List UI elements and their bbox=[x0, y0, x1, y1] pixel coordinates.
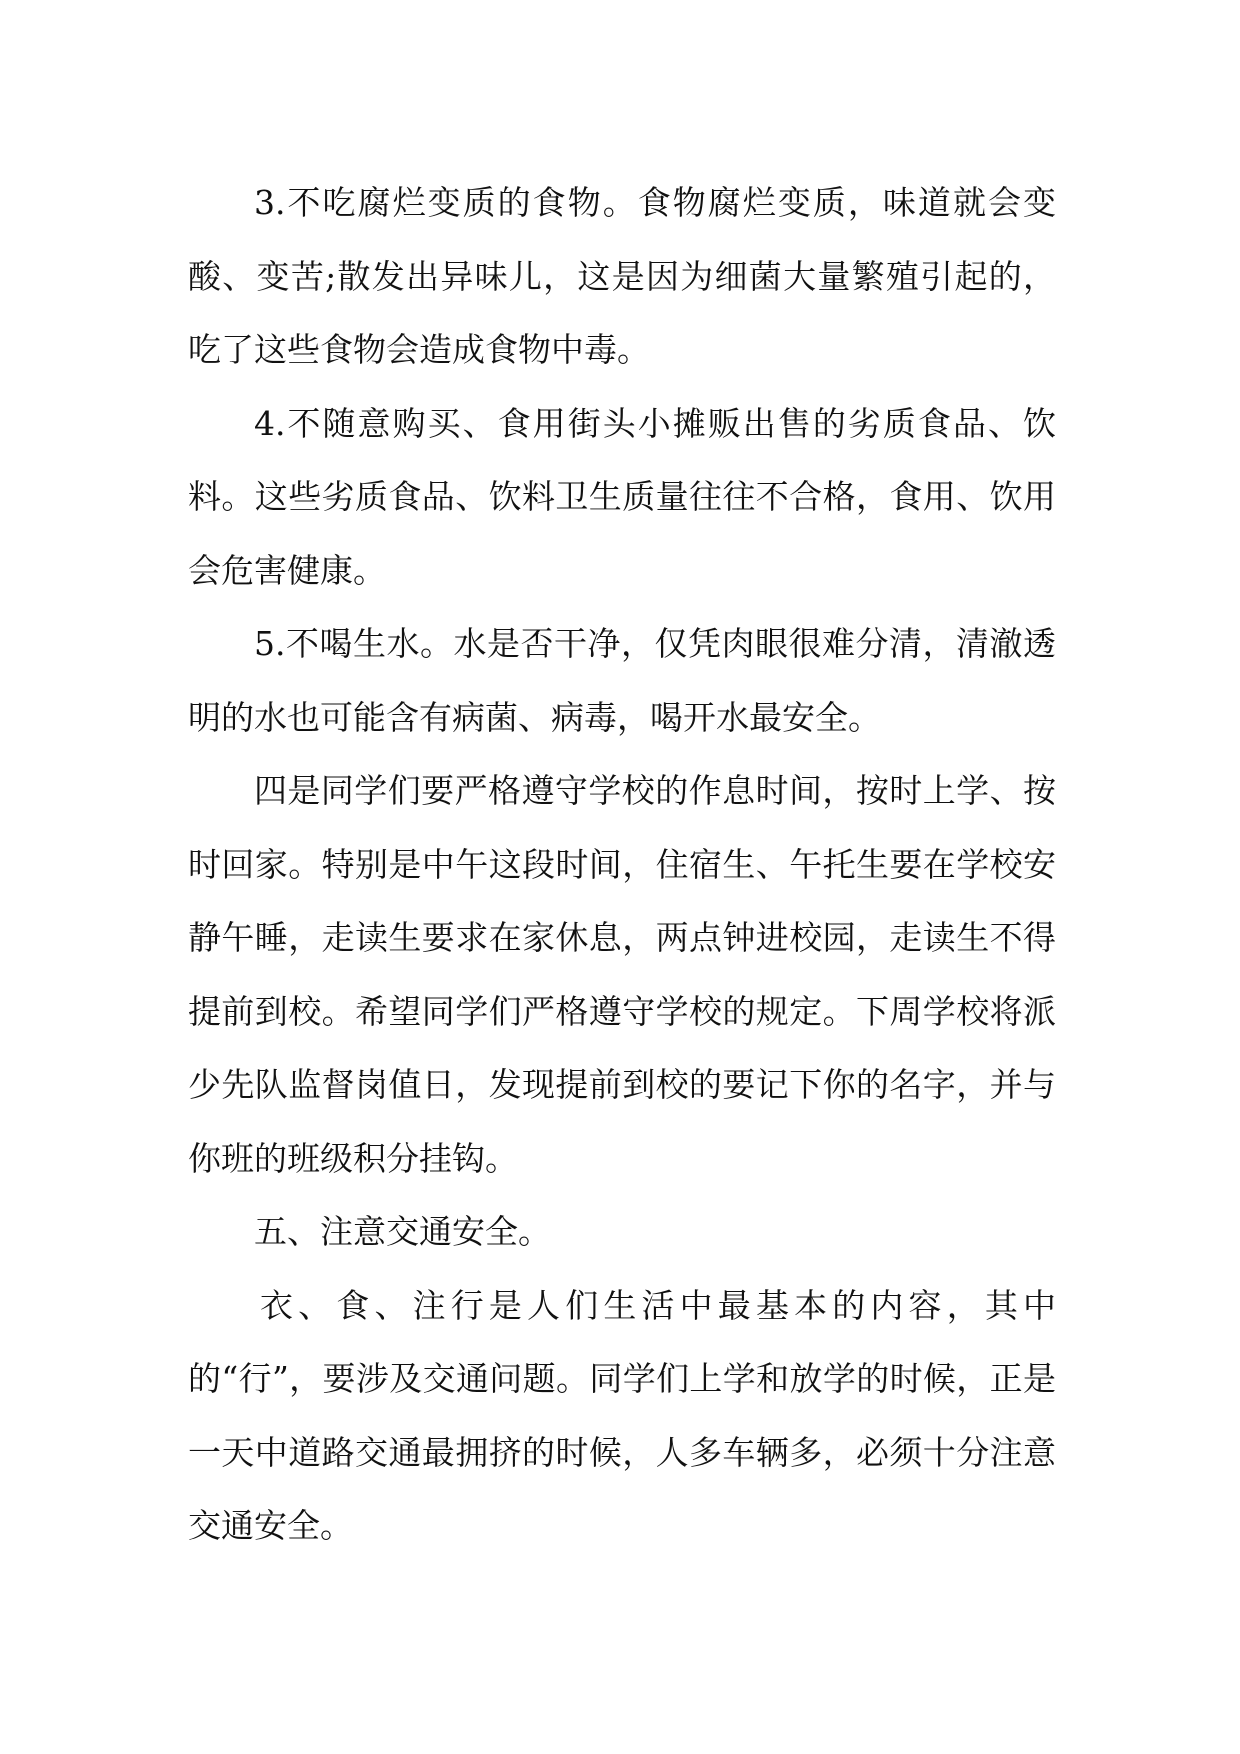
document-body bbox=[188, 166, 1056, 1563]
paragraph-street-vendors: 4.不随意购买、食用街头小摊贩出售的劣质食品、饮料。这些劣质食品、饮料卫生质量往往不合格，食用、饮用会危害健康。 bbox=[188, 403, 1056, 590]
paragraph-traffic-safety: 衣、食、注行是人们生活中最基本的内容，其中的“行”，要涉及交通问题。同学们上学和放学的时候，正是一天中道路交通最拥挤的时候，人多车辆多，必须十分注意交通安全。 bbox=[188, 1285, 1056, 1545]
paragraph-raw-water: 5.不喝生水。水是否干净，仅凭肉眼很难分清，清澈透明的水也可能含有病菌、病毒，喝开水最安全。 bbox=[188, 624, 1056, 737]
section-heading-traffic-safety: 五、注意交通安全。 bbox=[254, 1212, 551, 1251]
paragraph-food-spoiled: 3.不吃腐烂变质的食物。食物腐烂变质，味道就会变酸、变苦;散发出异味儿，这是因为细菌大量繁殖引起的，吃了这些食物会造成食物中毒。 bbox=[188, 183, 1056, 369]
paragraph-school-schedule: 四是同学们要严格遵守学校的作息时间，按时上学、按时回家。特别是中午这段时间，住宿生、午托生要在学校安静午睡，走读生要求在家休息，两点钟进校园，走读生不得提前到校。希望同学们严格遵守学校的规定。下周学校将派少先队监督岗值日，发现提前到校的要记下你的名字，并与你班的班级积分挂钩。 bbox=[188, 771, 1056, 1178]
